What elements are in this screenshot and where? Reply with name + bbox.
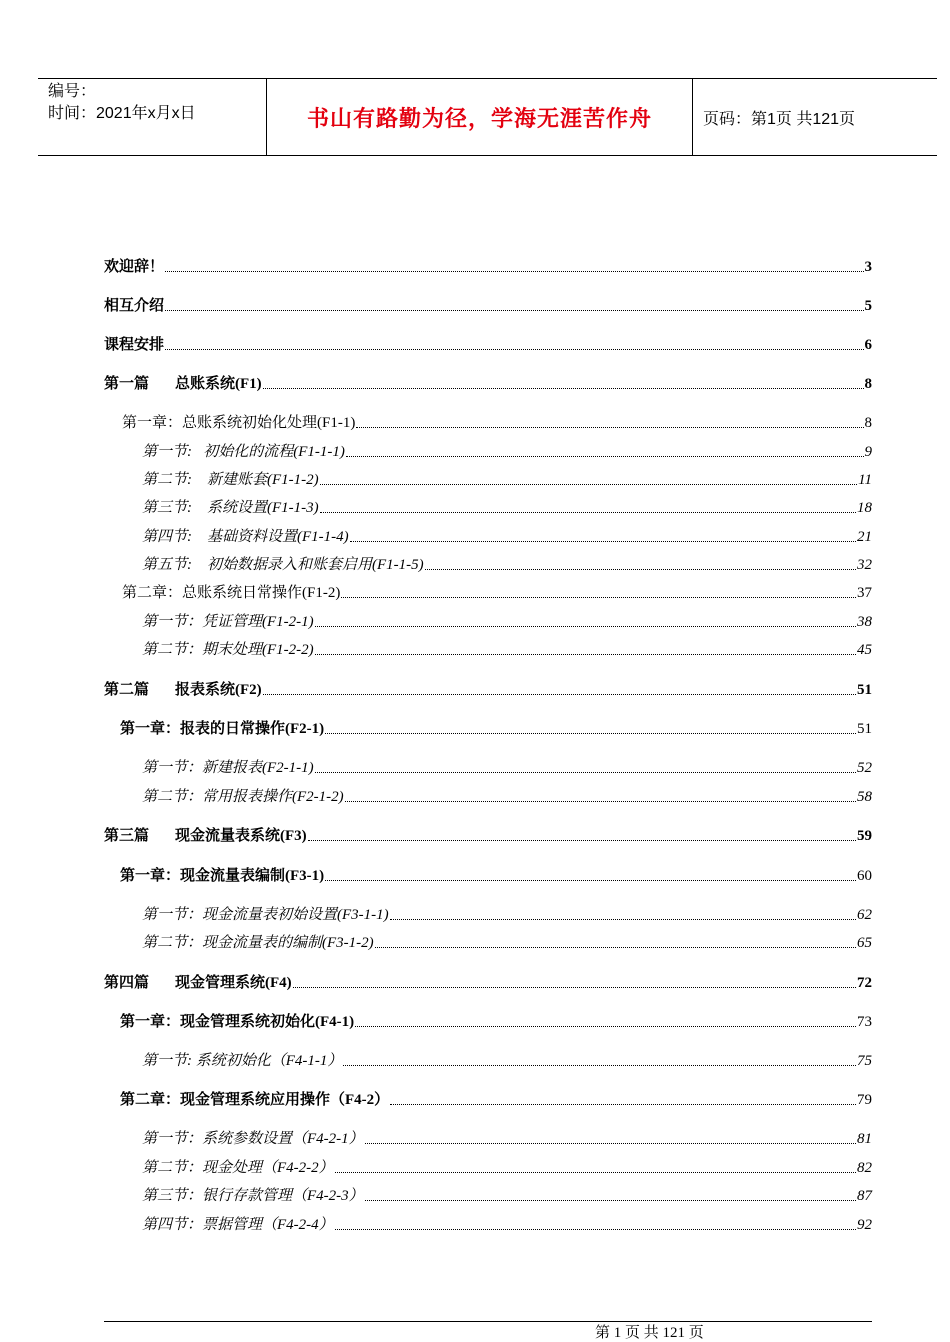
toc-entry-title: 第二节：期末处理(F1-2-2)	[142, 642, 314, 658]
toc-page-number: 82	[857, 1160, 872, 1176]
toc-entry[interactable]	[104, 413, 872, 433]
toc-entry-title: 第四节：票据管理（F4-2-4）	[142, 1217, 334, 1233]
toc-dot-leader	[343, 1051, 856, 1066]
toc-page-number: 37	[857, 585, 872, 601]
toc-page-number: 32	[857, 557, 872, 573]
toc-entry[interactable]	[104, 1186, 872, 1206]
toc-entry-title	[104, 973, 292, 993]
toc-entry[interactable]	[104, 498, 872, 518]
toc-entry[interactable]	[104, 933, 872, 953]
toc-entry-title: 第一节: 初始化的流程(F1-1-1)	[142, 444, 345, 460]
toc-dot-leader	[293, 973, 856, 988]
toc-entry[interactable]	[104, 1215, 872, 1235]
toc-dot-leader	[390, 905, 856, 920]
toc-page-number: 81	[857, 1131, 872, 1147]
toc-page-number: 73	[857, 1014, 872, 1030]
toc-part-title: 报表系统(F2)	[175, 682, 262, 698]
toc-part-number: 第三篇	[104, 828, 150, 844]
toc-page-number: 52	[857, 760, 872, 776]
toc-dot-leader	[345, 787, 856, 802]
toc-entry-title: 第五节: 初始数据录入和账套启用(F1-1-5)	[142, 557, 424, 573]
toc-page-number: 51	[857, 682, 872, 698]
toc-page-number: 65	[857, 935, 872, 951]
toc-page-number: 75	[857, 1053, 872, 1069]
toc-page-number: 11	[858, 472, 872, 488]
toc-dot-leader	[315, 758, 856, 773]
toc-dot-leader	[263, 680, 856, 695]
toc-dot-leader	[335, 1158, 856, 1173]
toc-dot-leader	[315, 612, 856, 627]
toc-entry-title: 第一节: 系统初始化（F4-1-1）	[142, 1053, 343, 1069]
toc-entry-title	[104, 680, 262, 700]
toc-entry[interactable]	[104, 470, 872, 490]
toc-dot-leader	[390, 1090, 856, 1105]
toc-entry-title	[104, 374, 262, 394]
toc-entry-title: 第一节：新建报表(F2-1-1)	[142, 760, 314, 776]
toc-page-number: 8	[864, 376, 872, 392]
toc-dot-leader	[315, 640, 856, 655]
toc-dot-leader	[320, 470, 857, 485]
footer-page-number: 第 1 页 共 121 页	[595, 1325, 704, 1341]
header-motto-cell	[267, 79, 693, 155]
header-motto: 书山有路勤为径，学海无涯苦作舟	[306, 106, 652, 132]
toc-entry-title: 相互介绍	[104, 298, 165, 314]
toc-dot-leader	[335, 1215, 856, 1230]
toc-entry[interactable]	[104, 719, 872, 739]
toc-entry-title: 第三节: 系统设置(F1-1-3)	[142, 500, 319, 516]
toc-entry-title: 第一节：凭证管理(F1-2-1)	[142, 614, 314, 630]
toc-dot-leader	[350, 527, 856, 542]
toc-entry[interactable]	[104, 374, 872, 394]
toc-page-number: 38	[857, 614, 872, 630]
toc-dot-leader	[365, 1186, 856, 1201]
header-page-number: 页码：第1页 共121页	[703, 110, 856, 128]
toc-dot-leader	[263, 374, 864, 389]
document-code-label: 编号：	[48, 83, 97, 100]
toc-entry-title: 第二章：现金管理系统应用操作（F4-2）	[120, 1092, 390, 1108]
toc-entry[interactable]	[104, 583, 872, 603]
toc-entry[interactable]	[104, 787, 872, 807]
toc-entry-title: 课程安排	[104, 337, 165, 353]
toc-entry-title: 第二节：现金处理（F4-2-2）	[142, 1160, 334, 1176]
toc-page-number: 72	[857, 975, 872, 991]
toc-dot-leader	[325, 719, 856, 734]
toc-entry[interactable]	[104, 680, 872, 700]
toc-page-number: 59	[857, 828, 872, 844]
toc-part-title: 现金流量表系统(F3)	[175, 828, 307, 844]
toc-entry[interactable]	[104, 1090, 872, 1110]
toc-entry-title: 第三节：银行存款管理（F4-2-3）	[142, 1188, 364, 1204]
toc-dot-leader	[320, 498, 856, 513]
toc-part-number: 第二篇	[104, 682, 150, 698]
toc-entry[interactable]	[104, 527, 872, 547]
toc-page-number: 87	[857, 1188, 872, 1204]
toc-page-number: 21	[857, 529, 872, 545]
toc-entry-title: 第二节：现金流量表的编制(F3-1-2)	[142, 935, 374, 951]
toc-entry-title: 第二节：常用报表操作(F2-1-2)	[142, 789, 344, 805]
header-meta	[38, 79, 267, 155]
toc-entry[interactable]	[104, 257, 872, 277]
toc-entry-title: 欢迎辞！	[104, 259, 165, 275]
toc-dot-leader	[308, 826, 856, 841]
toc-page-number: 9	[864, 444, 872, 460]
toc-entry-title: 第一章：现金管理系统初始化(F4-1)	[120, 1014, 355, 1030]
toc-dot-leader	[356, 413, 863, 428]
toc-entry[interactable]	[104, 1129, 872, 1149]
toc-entry-title: 第一章：总账系统初始化处理(F1-1)	[122, 415, 356, 431]
toc-entry[interactable]	[104, 442, 872, 462]
toc-entry[interactable]	[104, 555, 872, 575]
toc-entry[interactable]	[104, 866, 872, 886]
toc-dot-leader	[165, 257, 863, 272]
toc-page-number: 58	[857, 789, 872, 805]
toc-page-number: 6	[864, 337, 872, 353]
toc-part-title: 现金管理系统(F4)	[175, 975, 292, 991]
toc-dot-leader	[165, 335, 863, 350]
toc-entry-title	[104, 826, 307, 846]
toc-page-number: 8	[864, 415, 872, 431]
toc-page-number: 79	[857, 1092, 872, 1108]
toc-entry-title: 第二章：总账系统日常操作(F1-2)	[122, 585, 341, 601]
toc-entry-title: 第二节: 新建账套(F1-1-2)	[142, 472, 319, 488]
toc-part-number: 第一篇	[104, 376, 150, 392]
toc-page-number: 18	[857, 500, 872, 516]
toc-entry-title: 第四节: 基础资料设置(F1-1-4)	[142, 529, 349, 545]
toc-page-number: 92	[857, 1217, 872, 1233]
toc-dot-leader	[165, 296, 863, 311]
toc-dot-leader	[375, 933, 856, 948]
toc-page-number: 5	[864, 298, 872, 314]
toc-dot-leader	[425, 555, 856, 570]
toc-entry[interactable]	[104, 1051, 872, 1071]
toc-entry[interactable]	[104, 640, 872, 660]
toc-entry[interactable]	[104, 612, 872, 632]
toc-entry[interactable]	[104, 296, 872, 316]
toc-entry-title: 第一章：报表的日常操作(F2-1)	[120, 721, 325, 737]
toc-entry[interactable]	[104, 826, 872, 846]
toc-entry[interactable]	[104, 973, 872, 993]
page-header	[38, 78, 937, 156]
toc-dot-leader	[365, 1129, 856, 1144]
header-page-cell	[693, 79, 937, 155]
document-date-label: 时间：2021年x月x日	[48, 105, 196, 122]
toc-part-title: 总账系统(F1)	[175, 376, 262, 392]
toc-page-number: 51	[857, 721, 872, 737]
toc-entry-title: 第一节：现金流量表初始设置(F3-1-1)	[142, 907, 389, 923]
toc-page-number: 60	[857, 868, 872, 884]
toc-entry-title: 第一章：现金流量表编制(F3-1)	[120, 868, 325, 884]
toc-part-number: 第四篇	[104, 975, 150, 991]
toc-page-number: 3	[864, 259, 872, 275]
toc-entry[interactable]	[104, 758, 872, 778]
toc-dot-leader	[346, 442, 864, 457]
toc-entry[interactable]	[104, 1158, 872, 1178]
toc-page-number: 45	[857, 642, 872, 658]
footer-rule	[104, 1321, 872, 1322]
toc-entry-title: 第一节：系统参数设置（F4-2-1）	[142, 1131, 364, 1147]
toc-page-number: 62	[857, 907, 872, 923]
toc-dot-leader	[341, 583, 856, 598]
toc-entry[interactable]	[104, 335, 872, 355]
toc-dot-leader	[325, 866, 856, 881]
toc-entry[interactable]	[104, 905, 872, 925]
toc-entry[interactable]	[104, 1012, 872, 1032]
toc-dot-leader	[355, 1012, 856, 1027]
